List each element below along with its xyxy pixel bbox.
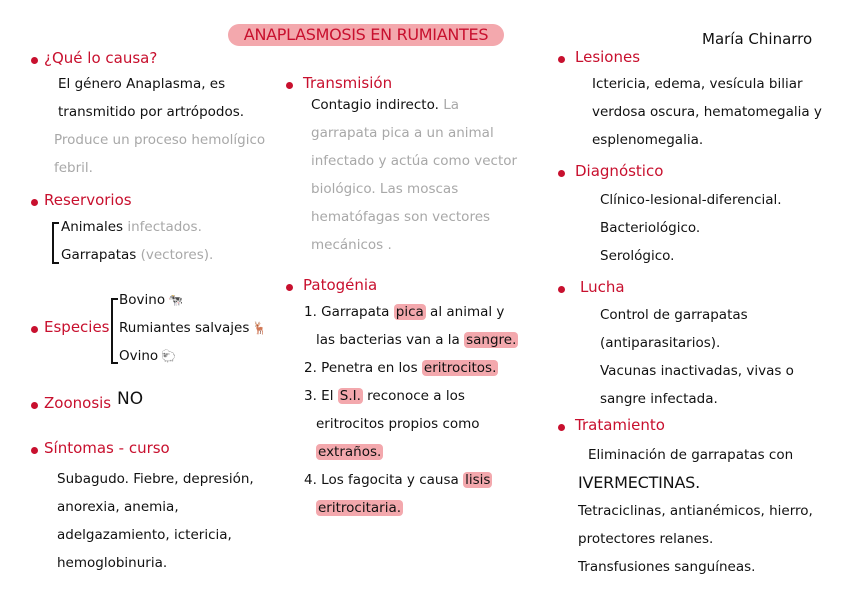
heading-lesiones: Lesiones [575,48,641,66]
step-text: 2. Penetra en los [304,360,422,376]
zoonosis-value: NO [117,389,144,409]
lucha-line: (antiparasitarios). [600,335,721,351]
transmision-lead-muted: La [443,97,459,113]
causa-muted-1: Produce un proceso hemolígico [54,132,266,148]
diagnostico-line: Serológico. [600,248,675,264]
heading-tratamiento: Tratamiento [575,416,665,434]
bullet-dot [31,199,38,206]
tratamiento-line: protectores relanes. [578,531,714,547]
lesiones-line: esplenomegalia. [592,132,704,148]
especie-item [119,287,183,315]
transmision-line: infectado y actúa como vector [311,153,518,169]
especie-label: Bovino [119,292,166,308]
causa-line-1: El género Anaplasma, es [58,76,226,92]
patogenia-step-1 [304,299,504,327]
causa-line-2: transmitido por artrópodos. [58,104,245,120]
lesiones-line: Ictericia, edema, vesícula biliar [592,76,803,92]
heading-diagnostico: Diagnóstico [575,162,664,180]
author-name: María Chinarro [702,30,813,48]
lucha-line: sangre infectada. [600,391,718,407]
sintomas-line: anorexia, anemia, [57,499,179,515]
transmision-line: mecánicos . [311,237,392,253]
patogenia-step-3-cont [316,439,383,467]
transmision-line: hematófagas son vectores [311,209,491,225]
reservorio-label: Animales [61,219,124,235]
lesiones-line: verdosa oscura, hematomegalia y [592,104,822,120]
patogenia-step-2 [304,355,498,383]
heading-causa: ¿Qué lo causa? [44,49,158,67]
heading-patogenia: Patogénia [303,276,378,294]
reservorio-label: Garrapatas [61,247,137,263]
transmision-line: biológico. Las moscas [311,181,459,197]
diagnostico-line: Bacteriológico. [600,220,701,236]
especie-item [119,343,176,371]
patogenia-step-4 [304,467,492,495]
step-highlight: S.I. [339,388,361,404]
step-highlight: extraños. [318,444,382,460]
sintomas-line: Subagudo. Fiebre, depresión, [57,471,254,487]
step-text: al animal y [425,304,505,320]
page-title: ANAPLASMOSIS EN RUMIANTES [228,24,504,46]
bullet-dot [31,447,38,454]
sintomas-line: adelgazamiento, ictericia, [57,527,232,543]
patogenia-step-4-cont [316,495,403,523]
especie-label: Rumiantes salvajes [119,320,250,336]
diagnostico-line: Clínico-lesional-diferencial. [600,192,782,208]
patogenia-step-3 [304,383,465,411]
bullet-dot [558,170,565,177]
heading-reservorios: Reservorios [44,191,132,209]
tratamiento-line: Tetraciclinas, antianémicos, hierro, [578,503,813,519]
step-text: 4. Los fagocita y causa [304,472,464,488]
reservorio-item [61,242,213,270]
heading-zoonosis: Zoonosis [44,394,112,412]
tratamiento-ivermectinas: IVERMECTINAS. [578,473,701,492]
reservorio-item [61,214,202,242]
bullet-dot [31,402,38,409]
heading-especies: Especies [44,318,110,336]
heading-sintomas: Síntomas - curso [44,439,170,457]
causa-muted-2: febril. [54,160,93,176]
heading-transmision: Transmisión [303,74,393,92]
bullet-dot [558,56,565,63]
tratamiento-line: Eliminación de garrapatas con [588,447,794,463]
sheep-icon: 🐑 [161,349,177,363]
step-highlight: eritrocitaria. [318,500,402,516]
step-text: 1. Garrapata [304,304,394,320]
deer-icon: 🦌 [252,321,268,335]
step-highlight: lisis [465,472,491,488]
reservorios-brace [52,222,59,264]
cow-icon: 🐄 [168,293,184,307]
lucha-line: Vacunas inactivadas, vivas o [600,363,794,379]
step-text: 3. El [304,388,338,404]
patogenia-step-3-cont: eritrocitos propios como [316,416,480,432]
step-text: reconoce a los [362,388,465,404]
reservorio-note: infectados. [127,219,202,235]
transmision-line [311,92,459,120]
step-text: las bacterias van a la [316,332,465,348]
tratamiento-line: Transfusiones sanguíneas. [578,559,756,575]
bullet-dot [558,286,565,293]
lucha-line: Control de garrapatas [600,307,748,323]
step-highlight: pica [395,304,424,320]
bullet-dot [286,82,293,89]
especies-brace [111,298,118,364]
sintomas-line: hemoglobinuria. [57,555,168,571]
bullet-dot [31,326,38,333]
especie-item [119,315,267,343]
reservorio-note: (vectores). [140,247,214,263]
bullet-dot [558,424,565,431]
transmision-lead: Contagio indirecto. [311,97,439,113]
step-highlight: sangre. [466,332,517,348]
bullet-dot [31,57,38,64]
step-highlight: eritrocitos. [423,360,497,376]
bullet-dot [286,284,293,291]
especie-label: Ovino [119,348,159,364]
heading-lucha: Lucha [580,278,625,296]
patogenia-step-1-cont [316,327,518,355]
transmision-line: garrapata pica a un animal [311,125,494,141]
